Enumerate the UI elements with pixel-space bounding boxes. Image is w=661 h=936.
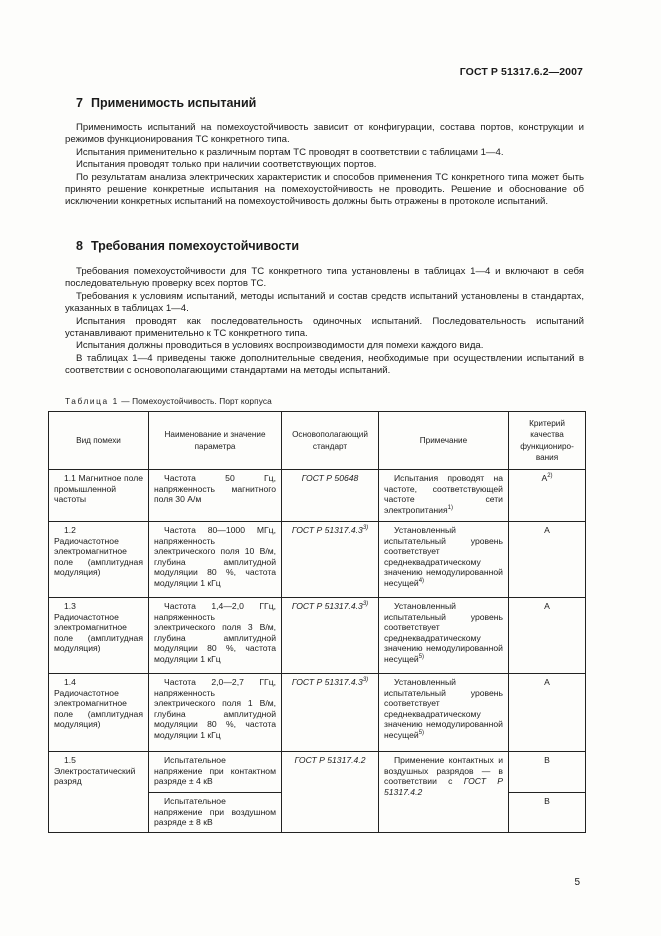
criterion-value: А — [544, 525, 550, 535]
cell-parameter: Испытательное напряжение при контактном разряде ± 4 кВ — [149, 752, 282, 793]
table-row — [49, 522, 586, 598]
cell-parameter: Частота 50 Гц, напряженность магнитного поля 30 А/м — [149, 470, 282, 522]
header-cell: Примечание — [379, 412, 509, 470]
cell-criterion — [509, 470, 586, 522]
cell-parameter: Частота 2,0—2,7 ГГц, напряженность электрического поля 1 В/м, глубина амплитудной модуляции 80 %, частота модуляции 1 кГц — [149, 674, 282, 752]
cell-standard — [282, 522, 379, 598]
paragraph: По результатам анализа электрических характеристик и способов применения ТС конкретного типа может быть принято решение конкретные испытания на помехоустойчивость не проводить. Решение и обоснование об исключении конкретных испытаний на помехоустойчивость должны быть отражены в протоколе испытаний. — [65, 171, 584, 208]
cell-note — [379, 522, 509, 598]
cell-disturbance: 1.3 Радиочастотное электромагнитное поле (амплитудная модуляция) — [49, 598, 149, 674]
paragraph: Требования помехоустойчивости для ТС конкретного типа установлены в таблицах 1—4 и включают в себя последовательную проверку всех портов ТС. — [65, 266, 584, 290]
cell-parameter: Частота 80—1000 МГц, напряженность электрического поля 10 В/м, глубина амплитудной модуляции 80 %, частота модуляции 1 кГц — [149, 522, 282, 598]
standard-ref: ГОСТ Р 51317.4.3 — [291, 677, 363, 687]
footnote-ref: 5) — [418, 730, 425, 737]
note-text: Установленный испытательный уровень соответствует среднеквадратическому значению немодулированной несущей — [384, 677, 503, 740]
cell-standard — [282, 674, 379, 752]
section-8-heading — [76, 239, 299, 253]
cell-note — [379, 674, 509, 752]
header-cell: Критерий качества функциониро-вания — [509, 412, 586, 470]
cell-note — [379, 752, 509, 833]
criterion-value: А — [544, 601, 550, 611]
criterion-value: А — [541, 473, 548, 483]
cell-note — [379, 470, 509, 522]
paragraph: Испытания проводят как последовательность одиночных испытаний. Последовательность испытаний устанавливают применительно к ТС конкретного типа. — [65, 315, 584, 340]
table-row — [49, 598, 586, 674]
standard-ref: ГОСТ Р 50648 — [301, 473, 359, 483]
cell-criterion: В — [509, 752, 586, 793]
cell-criterion — [509, 674, 586, 752]
paragraph: Применимость испытаний на помехоустойчивость зависит от конфигурации, состава портов, конструкции и режимов функционирования ТС конкретного типа. — [65, 122, 584, 146]
paragraph: Испытания проводят только при наличии соответствующих портов. — [76, 159, 377, 171]
page-number: 5 — [574, 877, 580, 888]
footnote-ref: 4) — [418, 578, 425, 585]
cell-criterion — [509, 598, 586, 674]
paragraph: Требования к условиям испытаний, методы испытаний и состав средств испытаний установлены в стандартах, указанных в таблицах 1—4. — [65, 290, 584, 315]
section-8-body — [65, 266, 584, 378]
cell-standard: ГОСТ Р 51317.4.2 — [282, 752, 379, 833]
table-caption — [65, 396, 272, 406]
paragraph: Испытания должны проводиться в условиях воспроизводимости для помехи каждого вида. — [76, 340, 484, 352]
cell-disturbance: 1.5 Электростатический разряд — [49, 752, 149, 833]
table-row — [49, 752, 586, 793]
note-text: Применение контактных и воздушных разрядов — в соответствии с — [384, 755, 503, 787]
cell-note — [379, 598, 509, 674]
standard-ref: ГОСТ Р 51317.4.3 — [291, 601, 363, 611]
paragraph: Испытания применительно к различным портам ТС проводят в соответствии с таблицами 1—4. — [76, 146, 504, 158]
footnote-ref: 2) — [547, 473, 553, 480]
header-cell: Вид помехи — [49, 412, 149, 470]
header-cell: Наименование и значение параметра — [149, 412, 282, 470]
cell-parameter: Испытательное напряжение при воздушном разряде ± 8 кВ — [149, 793, 282, 833]
cell-disturbance: 1.1 Магнитное поле промышленной частоты — [49, 470, 149, 522]
table-row — [49, 470, 586, 522]
footnote-ref: 3) — [362, 525, 369, 532]
section-7-number: 7 — [76, 96, 83, 110]
note-text: Испытания проводят на частоте, соответствующей частоте сети электропитания — [384, 473, 503, 515]
footnote-ref: 3) — [362, 601, 369, 608]
note-text: Установленный испытательный уровень соответствует среднеквадратическому значению немодулированной несущей — [384, 525, 503, 588]
cell-criterion: В — [509, 793, 586, 833]
cell-disturbance: 1.2 Радиочастотное электромагнитное поле (амплитудная модуляция) — [49, 522, 149, 598]
cell-disturbance: 1.4 Радиочастотное электромагнитное поле (амплитудная модуляция) — [49, 674, 149, 752]
footnote-ref: 5) — [418, 654, 425, 661]
footnote-ref: 1) — [447, 504, 453, 511]
table-header-row — [49, 412, 586, 470]
section-7-title: Применимость испытаний — [90, 96, 257, 110]
table-row — [49, 674, 586, 752]
table-caption-label: Таблица 1 — [65, 396, 119, 406]
footnote-ref: 3) — [362, 677, 369, 684]
section-7-heading — [76, 96, 256, 110]
criterion-value: А — [544, 677, 550, 687]
immunity-table — [48, 411, 586, 833]
cell-standard — [282, 470, 379, 522]
table-caption-text: — Помехоустойчивость. Порт корпуса — [118, 396, 272, 406]
section-7-body — [65, 122, 584, 209]
header-cell: Основополагающий стандарт — [282, 412, 379, 470]
section-8-number: 8 — [76, 239, 83, 253]
standard-ref: ГОСТ Р 51317.4.3 — [291, 525, 363, 535]
cell-parameter: Частота 1,4—2,0 ГГц, напряженность электрического поля 3 В/м, глубина амплитудной модуляции 80 %, частота модуляции 1 кГц — [149, 598, 282, 674]
note-text: Установленный испытательный уровень соответствует среднеквадратическому значению немодулированной несущей — [384, 601, 503, 664]
document-code: ГОСТ Р 51317.6.2—2007 — [459, 66, 583, 78]
paragraph: В таблицах 1—4 приведены также дополнительные сведения, необходимые при осуществлении испытаний в соответствии с основополагающими стандартами на методы испытаний. — [65, 352, 584, 377]
cell-criterion — [509, 522, 586, 598]
standard-ref: ГОСТ Р 51317.4.2 — [384, 776, 503, 797]
cell-standard — [282, 598, 379, 674]
section-8-title: Требования помехоустойчивости — [90, 239, 300, 253]
